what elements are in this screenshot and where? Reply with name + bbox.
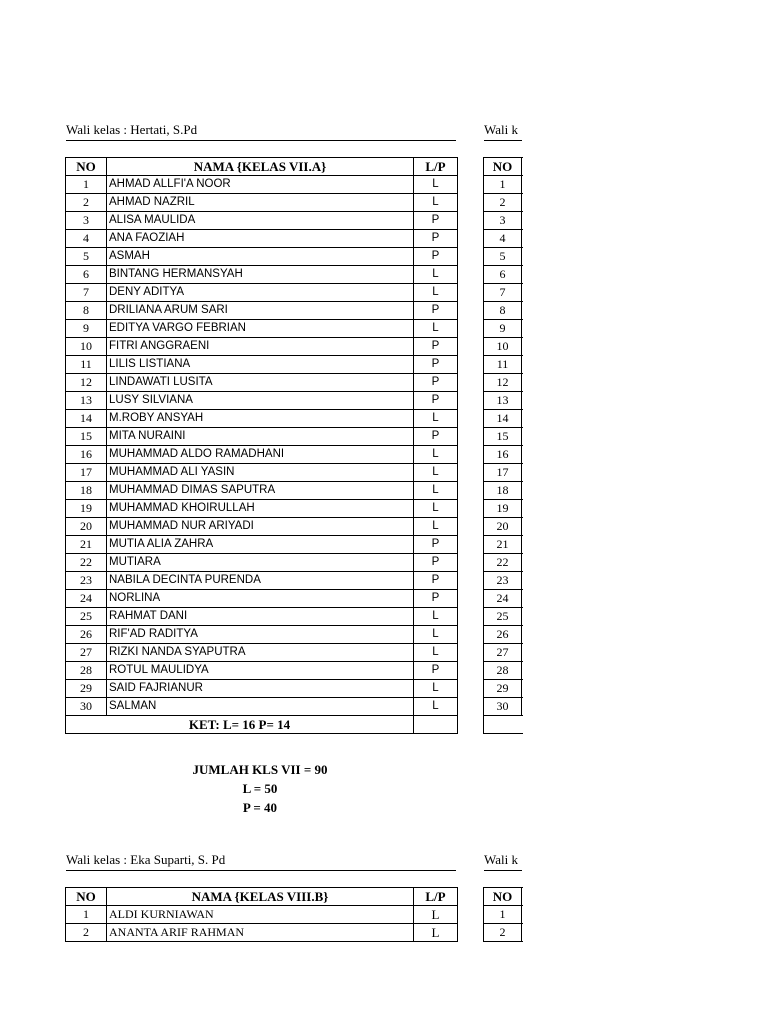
gender: P: [414, 230, 458, 248]
ket-row: [66, 716, 458, 734]
row-no: 12: [66, 374, 107, 392]
row-no: 25: [484, 608, 522, 626]
student-name: MUHAMMAD ALDO RAMADHANI: [107, 446, 414, 464]
student-name: ALISA MAULIDA: [107, 212, 414, 230]
gender: L: [414, 176, 458, 194]
student-name: MUHAMMAD DIMAS SAPUTRA: [107, 482, 414, 500]
header-lp: L/P: [414, 888, 458, 906]
gender: L: [414, 284, 458, 302]
row-no: 1: [484, 906, 522, 924]
class-table-vii-a: [65, 157, 458, 734]
table-row: [66, 572, 458, 590]
gender: L: [414, 924, 458, 942]
class-table-viii-b: [65, 887, 458, 942]
student-name: ALDI KURNIAWAN: [107, 906, 414, 924]
table-row: [484, 392, 524, 410]
row-no: 27: [66, 644, 107, 662]
row-no: 10: [66, 338, 107, 356]
table-row: [484, 482, 524, 500]
table-row: [66, 266, 458, 284]
row-no: 1: [66, 176, 107, 194]
wali-kelas-left-1: Wali kelas : Hertati, S.Pd: [66, 122, 456, 141]
student-name: SAID FAJRIANUR: [107, 680, 414, 698]
gender: L: [414, 680, 458, 698]
row-no: 19: [484, 500, 522, 518]
student-name: [522, 536, 524, 554]
student-name: LINDAWATI LUSITA: [107, 374, 414, 392]
row-no: 28: [484, 662, 522, 680]
table-header-row: [66, 158, 458, 176]
header-no: NO: [484, 888, 522, 906]
table-row: [484, 194, 524, 212]
row-no: 1: [66, 906, 107, 924]
row-no: 2: [484, 194, 522, 212]
student-name: [522, 662, 524, 680]
gender: P: [414, 248, 458, 266]
gender: P: [414, 554, 458, 572]
table-row: [66, 662, 458, 680]
student-name: [522, 500, 524, 518]
total-p: P = 40: [242, 800, 278, 815]
row-no: 7: [484, 284, 522, 302]
gender: L: [414, 500, 458, 518]
gender: P: [414, 662, 458, 680]
table-row: [66, 536, 458, 554]
student-name: [522, 374, 524, 392]
gender: P: [414, 392, 458, 410]
table-row: [484, 338, 524, 356]
table-row: [484, 176, 524, 194]
student-name: [522, 392, 524, 410]
table-row: [66, 392, 458, 410]
wali-kelas-left-2: Wali kelas : Eka Suparti, S. Pd: [66, 852, 456, 871]
right-table-clip-1: [483, 157, 523, 742]
table-row: [484, 230, 524, 248]
table-header-row: [484, 158, 524, 176]
table-row: [484, 608, 524, 626]
header-nama: [522, 158, 524, 176]
student-name: RAHMAT DANI: [107, 608, 414, 626]
gender: P: [414, 356, 458, 374]
student-name: [522, 356, 524, 374]
table-row: [484, 680, 524, 698]
row-no: 23: [484, 572, 522, 590]
student-name: [522, 554, 524, 572]
table-row: [66, 212, 458, 230]
table-row: [66, 626, 458, 644]
gender: L: [414, 644, 458, 662]
gender: L: [414, 320, 458, 338]
table-row: [66, 698, 458, 716]
table-row: [66, 608, 458, 626]
row-no: 22: [484, 554, 522, 572]
gender: P: [414, 572, 458, 590]
student-name: [522, 464, 524, 482]
header-no: NO: [484, 158, 522, 176]
gender: P: [414, 302, 458, 320]
table-row: [484, 374, 524, 392]
row-no: 16: [66, 446, 107, 464]
table-row: [484, 554, 524, 572]
gender: L: [414, 194, 458, 212]
student-name: [522, 608, 524, 626]
gender: P: [414, 338, 458, 356]
student-name: LUSY SILVIANA: [107, 392, 414, 410]
row-no: 15: [66, 428, 107, 446]
gender: P: [414, 590, 458, 608]
ket-summary: KET: L= 16 P= 14: [66, 716, 414, 734]
student-name: NORLINA: [107, 590, 414, 608]
table-row: [484, 320, 524, 338]
student-name: ANA FAOZIAH: [107, 230, 414, 248]
row-no: 7: [66, 284, 107, 302]
student-name: ROTUL MAULIDYA: [107, 662, 414, 680]
row-no: 1: [484, 176, 522, 194]
table-row: [66, 410, 458, 428]
table-row: [66, 194, 458, 212]
table-row: [484, 906, 524, 924]
row-no: 28: [66, 662, 107, 680]
row-no: 2: [66, 194, 107, 212]
student-name: [522, 176, 524, 194]
gender: P: [414, 374, 458, 392]
table-row: [484, 446, 524, 464]
row-no: 26: [66, 626, 107, 644]
row-no: 3: [66, 212, 107, 230]
student-name: LILIS LISTIANA: [107, 356, 414, 374]
student-name: [522, 194, 524, 212]
table-row: [484, 248, 524, 266]
table-row: [484, 266, 524, 284]
table-row: [66, 446, 458, 464]
student-name: RIZKI NANDA SYAPUTRA: [107, 644, 414, 662]
table-row: [66, 482, 458, 500]
student-name: [522, 212, 524, 230]
row-no: 30: [66, 698, 107, 716]
row-no: 13: [66, 392, 107, 410]
table-row: [66, 644, 458, 662]
gender: L: [414, 518, 458, 536]
table-row: [66, 374, 458, 392]
student-name: ASMAH: [107, 248, 414, 266]
wali-kelas-right-1: Wali k: [484, 122, 522, 141]
row-no: 17: [484, 464, 522, 482]
student-name: AHMAD ALLFI'A NOOR: [107, 176, 414, 194]
row-no: 26: [484, 626, 522, 644]
gender: L: [414, 464, 458, 482]
table-row: [66, 906, 458, 924]
row-no: 17: [66, 464, 107, 482]
header-lp: L/P: [414, 158, 458, 176]
table-row: [484, 410, 524, 428]
row-no: 18: [484, 482, 522, 500]
row-no: 25: [66, 608, 107, 626]
row-no: 24: [66, 590, 107, 608]
table-header-row: [66, 888, 458, 906]
table-row: [66, 554, 458, 572]
row-no: 12: [484, 374, 522, 392]
row-no: 5: [484, 248, 522, 266]
table-row: [66, 518, 458, 536]
ket-empty-cell: [414, 716, 458, 734]
student-name: EDITYA VARGO FEBRIAN: [107, 320, 414, 338]
table-row: [484, 500, 524, 518]
ket-row: [484, 716, 524, 734]
ket-empty-cell: [484, 716, 524, 734]
gender: L: [414, 410, 458, 428]
student-name: [522, 482, 524, 500]
row-no: 5: [66, 248, 107, 266]
table-row: [66, 464, 458, 482]
class-table-right-1: [483, 157, 523, 734]
row-no: 4: [484, 230, 522, 248]
gender: L: [414, 482, 458, 500]
student-name: DENY ADITYA: [107, 284, 414, 302]
student-name: BINTANG HERMANSYAH: [107, 266, 414, 284]
student-name: [522, 590, 524, 608]
student-name: [522, 680, 524, 698]
student-name: MUHAMMAD ALI YASIN: [107, 464, 414, 482]
row-no: 27: [484, 644, 522, 662]
row-no: 11: [484, 356, 522, 374]
student-name: AHMAD NAZRIL: [107, 194, 414, 212]
student-name: [522, 302, 524, 320]
student-name: FITRI ANGGRAENI: [107, 338, 414, 356]
row-no: 14: [66, 410, 107, 428]
row-no: 3: [484, 212, 522, 230]
student-name: [522, 428, 524, 446]
row-no: 29: [66, 680, 107, 698]
gender: P: [414, 536, 458, 554]
row-no: 16: [484, 446, 522, 464]
student-name: ANANTA ARIF RAHMAN: [107, 924, 414, 942]
gender: L: [414, 698, 458, 716]
row-no: 20: [484, 518, 522, 536]
row-no: 14: [484, 410, 522, 428]
table-row: [66, 924, 458, 942]
table-row: [484, 662, 524, 680]
table-row: [484, 572, 524, 590]
row-no: 21: [66, 536, 107, 554]
table-header-row: [484, 888, 524, 906]
table-row: [484, 626, 524, 644]
student-name: [522, 924, 524, 942]
row-no: 9: [484, 320, 522, 338]
row-no: 2: [66, 924, 107, 942]
row-no: 30: [484, 698, 522, 716]
student-name: [522, 320, 524, 338]
table-row: [66, 500, 458, 518]
student-name: DRILIANA ARUM SARI: [107, 302, 414, 320]
header-nama: [522, 888, 524, 906]
total-kls-vii: JUMLAH KLS VII = 90: [192, 762, 328, 777]
table-row: [484, 518, 524, 536]
student-name: MUTIARA: [107, 554, 414, 572]
row-no: 18: [66, 482, 107, 500]
row-no: 8: [484, 302, 522, 320]
total-l: L = 50: [242, 781, 278, 796]
row-no: 15: [484, 428, 522, 446]
table-row: [484, 536, 524, 554]
student-name: NABILA DECINTA PURENDA: [107, 572, 414, 590]
table-row: [66, 284, 458, 302]
table-row: [484, 644, 524, 662]
table-row: [484, 698, 524, 716]
header-no: NO: [66, 158, 107, 176]
gender: L: [414, 446, 458, 464]
student-name: [522, 446, 524, 464]
student-name: [522, 248, 524, 266]
student-name: [522, 230, 524, 248]
table-row: [484, 464, 524, 482]
table-row: [66, 356, 458, 374]
table-row: [484, 356, 524, 374]
student-name: [522, 284, 524, 302]
student-name: [522, 644, 524, 662]
gender: L: [414, 906, 458, 924]
table-row: [484, 428, 524, 446]
table-row: [484, 302, 524, 320]
table-row: [66, 302, 458, 320]
row-no: 9: [66, 320, 107, 338]
row-no: 13: [484, 392, 522, 410]
gender: L: [414, 626, 458, 644]
row-no: 24: [484, 590, 522, 608]
table-row: [66, 230, 458, 248]
row-no: 10: [484, 338, 522, 356]
table-row: [66, 248, 458, 266]
student-name: [522, 266, 524, 284]
student-name: MUHAMMAD KHOIRULLAH: [107, 500, 414, 518]
row-no: 11: [66, 356, 107, 374]
row-no: 22: [66, 554, 107, 572]
student-name: [522, 410, 524, 428]
row-no: 19: [66, 500, 107, 518]
student-name: [522, 572, 524, 590]
row-no: 6: [484, 266, 522, 284]
table-row: [484, 590, 524, 608]
student-name: SALMAN: [107, 698, 414, 716]
student-name: [522, 698, 524, 716]
row-no: 6: [66, 266, 107, 284]
row-no: 8: [66, 302, 107, 320]
table-row: [484, 924, 524, 942]
row-no: 4: [66, 230, 107, 248]
gender: P: [414, 212, 458, 230]
header-no: NO: [66, 888, 107, 906]
table-row: [66, 590, 458, 608]
student-name: [522, 518, 524, 536]
header-nama: NAMA {KELAS VII.A}: [107, 158, 414, 176]
student-name: MUHAMMAD NUR ARIYADI: [107, 518, 414, 536]
table-row: [66, 680, 458, 698]
row-no: 23: [66, 572, 107, 590]
table-row: [66, 320, 458, 338]
table-row: [66, 176, 458, 194]
row-no: 21: [484, 536, 522, 554]
gender: L: [414, 266, 458, 284]
row-no: 20: [66, 518, 107, 536]
table-row: [484, 284, 524, 302]
student-name: RIF'AD RADITYA: [107, 626, 414, 644]
right-table-clip-2: [483, 887, 523, 947]
student-name: [522, 338, 524, 356]
student-name: [522, 626, 524, 644]
table-row: [484, 212, 524, 230]
gender: L: [414, 608, 458, 626]
student-name: MITA NURAINI: [107, 428, 414, 446]
table-row: [66, 338, 458, 356]
row-no: 29: [484, 680, 522, 698]
gender: P: [414, 428, 458, 446]
table-row: [66, 428, 458, 446]
student-name: [522, 906, 524, 924]
student-name: M.ROBY ANSYAH: [107, 410, 414, 428]
row-no: 2: [484, 924, 522, 942]
wali-kelas-right-2: Wali k: [484, 852, 522, 871]
student-name: MUTIA ALIA ZAHRA: [107, 536, 414, 554]
class-table-right-2: [483, 887, 523, 942]
header-nama: NAMA {KELAS VIII.B}: [107, 888, 414, 906]
